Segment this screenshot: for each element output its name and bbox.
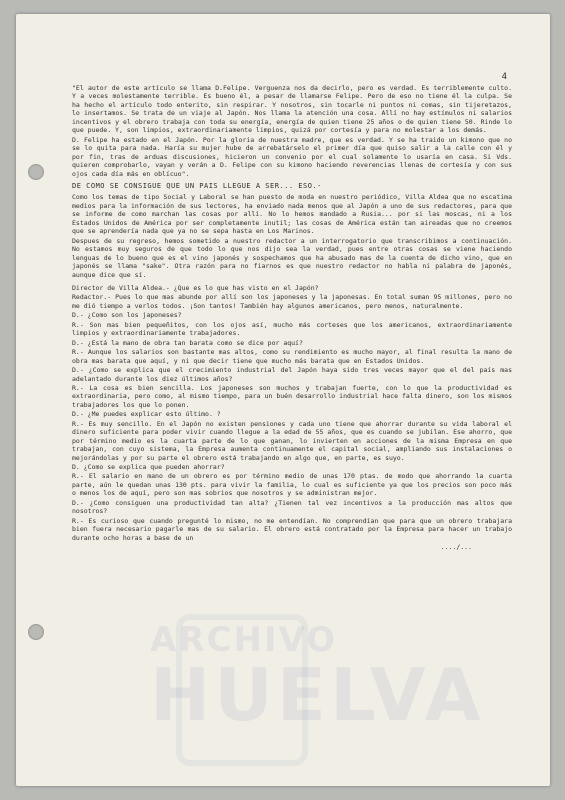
page-number: 4 — [501, 72, 507, 82]
continuation-mark: ..../... — [440, 543, 472, 552]
question-1: Director de Villa Aldea.- ¿Que es lo que has visto en el Japón? — [72, 283, 319, 292]
answer-6: R.- El salario en mano de un obrero es por término medio de unas 170 ptas. de modo que ahorrando la cuarta parte, aún le quedan unas 130 pts. para vivir la familia, lo cual es suficiente ya que los precios son poco más o menos los de aquí, pero son mas sobrios que nosotros y se administran mejor. — [72, 472, 512, 498]
paragraph-kimono: D. Felipe ha estado en el Japón. Por la gloria de nuestra madre, que es verdad. Y se ha traido un kimono que no se lo quita para nada. Haría su mujer hube de arrebatárselo el primer día que quiso salir a la calle con él y por fin, tras de arduas discusiones, hicieron un convenio por el cual solamente lo usaría en casa. Si Vds. quieren comprobarlo, vayan y verán a D. Felipe con su kimono haciendo reverencias llenas de cortesía y con sus ojos cada día más en oblícuo". — [72, 135, 512, 178]
typewritten-article — [72, 84, 512, 760]
answer-2: R.- Son mas bien pequeñitos, con los ojos así, mucho más corteses que los americanos, extraordinariamente limpios y extraordinariamente trabajadores. — [72, 320, 512, 338]
question-5: D.- ¿Me puedes explicar esto último. ? — [72, 410, 221, 419]
answer-5: R.- Es muy sencillo. En el Japón no existen pensiones y cada uno tiene que ahorrar durante su vida laboral el dinero suficiente para poder vivir cuando llegue a la edad de 55 años, que es cuando se jubilan. Ese ahorro, que por término medio es la cuarta parte de lo que ganan, lo invierten en acciones de la misma Empresa en que trabajan, con cuyo sistema, la Empresa aumenta continuamente el capital social, ampliando sus instalaciones o mejorándolas y por su parte el obrero está trabajando en algo que, en parte, es suyo. — [72, 419, 512, 462]
paragraph-context: Como los temas de tipo Social y Laboral se han puesto de moda en nuestro periódico, Villa Aldea que no escatima medios para la información de sus lectores, ha enviado nada menos que al Japón a uno de sus redactores, para que se informe de como marchan las cosas por allí. No lo hemos mandado a Rusia... por si las moscas, ni a los Estados Unidos de América por ser completamente inutil; las cosas de América están tan aireadas que no creemos que se aprendería nada que ya no se sepa hasta en Los Marinos. — [72, 193, 512, 236]
binder-hole — [28, 164, 44, 180]
question-3: D.- ¿Está la mano de obra tan barata como se dice por aquí? — [72, 338, 303, 347]
question-7: D.- ¿Como consiguen una productividad tan alta? ¿Tienen tal vez incentivos a la producción mas altos que nosotros? — [72, 498, 512, 516]
question-6: D. ¿Como se explica que pueden ahorrar? — [72, 463, 225, 472]
binder-hole — [28, 624, 44, 640]
question-2: D.- ¿Como son los japoneses? — [72, 311, 182, 320]
question-4: D.- ¿Como se explica que el crecimiento industrial del Japón haya sido tres veces mayor que el del país mas adelantado durante los diez últimos años? — [72, 366, 512, 383]
section-heading: DE COMO SE CONSIGUE QUE UN PAIS LLEGUE A SER... ESO.- — [72, 181, 322, 190]
answer-4: R.- La cosa es bien sencilla. Los japoneses son muchos y trabajan fuerte, con lo que la productividad es extraordinaria, pero como, al mismo tiempo, para un buén desarrollo industrial hace falta dinero, son los mismos trabajadores los que lo ponen. — [72, 383, 512, 409]
paragraph-intro: "El autor de este artículo se llama D.Felipe. Verguenza nos da decirlo, pero es verdad. Es terriblemente culto. Y a veces molestamente terrible. Es bueno él, a pesar de llamarse Felipe. Pero de eso no tiene él la culpa. Se ha hecho el artículo todo enterito, sin respirar. Y nosotros, sin tocarle ni puntos ni comas, sin tijeretazos, lo insertamos. Se trata de un viaje al Japón. Nos llama la atención una cosa. Allí no hay estímulos ni salarios incentivos y el obrero trabaja con toda su energía, energía de quien tiene 25 años o de quien tiene 50. Rinde lo que puede. Y, son limpios, extraordinariamente limpios, quizá por cortesía y para no molestar a los demás. — [72, 84, 512, 135]
answer-7: R.- Es curioso que cuando pregunté lo mismo, no me entendían. No comprendían que para que un obrero trabajara bien fuera necesario pagarle mas de su salario. El obrero está contratado por la Empresa para hacer un trabajo durante ocho horas a base de un — [72, 516, 512, 542]
paragraph-interview-intro: Despues de su regreso, hemos sometido a nuestro redactor a un interrogatorio que transcribimos a continuación. No estamos muy seguros de que todo lo que nos dijo sea la verdad, pues entre otras cosas se viene haciendo lenguas de lo bueno que es el vino japonés y sospechamos que ha abusado mas de la cuenta de dicho vino, que en japonés se llama "sake". Otra razón para no fiarnos es que nuestro redactor no habla ni palabra de japonés, aunque dice que sí. — [72, 236, 512, 279]
answer-1: Redactor.- Pues lo que mas abunde por allí son los japoneses y la japonesas. En total suman 95 millones, pero no me dió tiempo a verlos todos. ¡Son tantos! También hay algunos americanos, pero menos, naturalmente. — [72, 293, 512, 310]
answer-3: R.- Aunque los salarios son bastante mas altos, como su rendimiento es mucho mayor, al final resulta la mano de obra mas barata que aquí, y ni que decir tiene que mucho más barata que en Estados Unidos. — [72, 348, 512, 365]
